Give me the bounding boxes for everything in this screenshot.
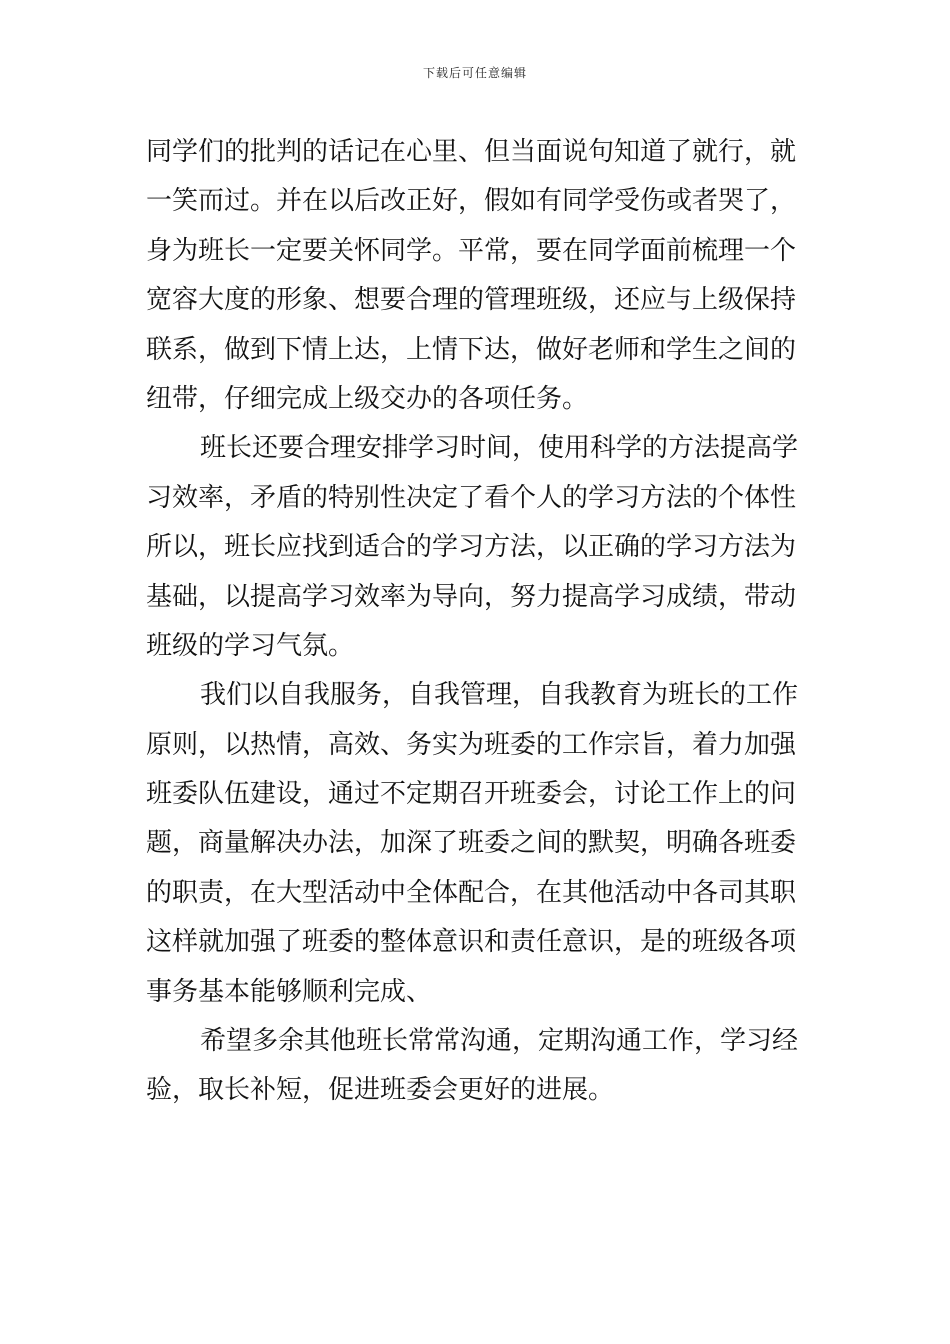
text-line: 原则，以热情，高效、务实为班委的工作宗旨，着力加强 — [146, 729, 797, 760]
text-line: 的职责，在大型活动中全体配合，在其他活动中各司其职 — [146, 877, 797, 908]
text-line: 习效率，矛盾的特别性决定了看个人的学习方法的个体性 — [146, 482, 797, 513]
text-line: 题，商量解决办法，加深了班委之间的默契，明确各班委 — [146, 828, 797, 859]
paragraph-4 — [146, 1017, 808, 1116]
text-line: 班级的学习气氛。 — [146, 630, 355, 661]
text-line: 事务基本能够顺利完成、 — [146, 976, 433, 1007]
text-line: 班长还要合理安排学习时间，使用科学的方法提高学 — [200, 433, 799, 464]
text-line: 基础，以提高学习效率为导向，努力提高学习成绩，带动 — [146, 581, 797, 612]
text-line: 联系，做到下情上达，上情下达，做好老师和学生之间的 — [146, 334, 797, 365]
text-line: 这样就加强了班委的整体意识和责任意识，是的班级各项 — [146, 927, 797, 958]
text-line: 一笑而过。并在以后改正好，假如有同学受伤或者哭了， — [146, 186, 797, 217]
page-header: 下载后可任意编辑 — [422, 66, 527, 80]
text-line: 同学们的批判的话记在心里、但当面说句知道了就行，就 — [146, 137, 797, 167]
text-line: 班委队伍建设，通过不定期召开班委会，讨论工作上的问 — [146, 779, 797, 810]
paragraph-3 — [146, 671, 808, 1017]
text-line: 我们以自我服务，自我管理，自我教育为班长的工作 — [200, 680, 799, 711]
text-line: 希望多余其他班长常常沟通，定期沟通工作，学习经 — [200, 1026, 799, 1057]
text-line: 纽带，仔细完成上级交办的各项任务。 — [146, 383, 589, 414]
text-line: 宽容大度的形象、想要合理的管理班级，还应与上级保持 — [146, 285, 797, 316]
text-line: 身为班长一定要关怀同学。平常，要在同学面前梳理一个 — [146, 235, 797, 266]
paragraph-1 — [146, 128, 808, 424]
paragraph-2 — [146, 424, 808, 671]
text-line: 验，取长补短，促进班委会更好的进展。 — [146, 1075, 615, 1106]
document-body — [146, 128, 808, 1116]
text-line: 所以，班长应找到适合的学习方法，以正确的学习方法为 — [146, 532, 797, 563]
